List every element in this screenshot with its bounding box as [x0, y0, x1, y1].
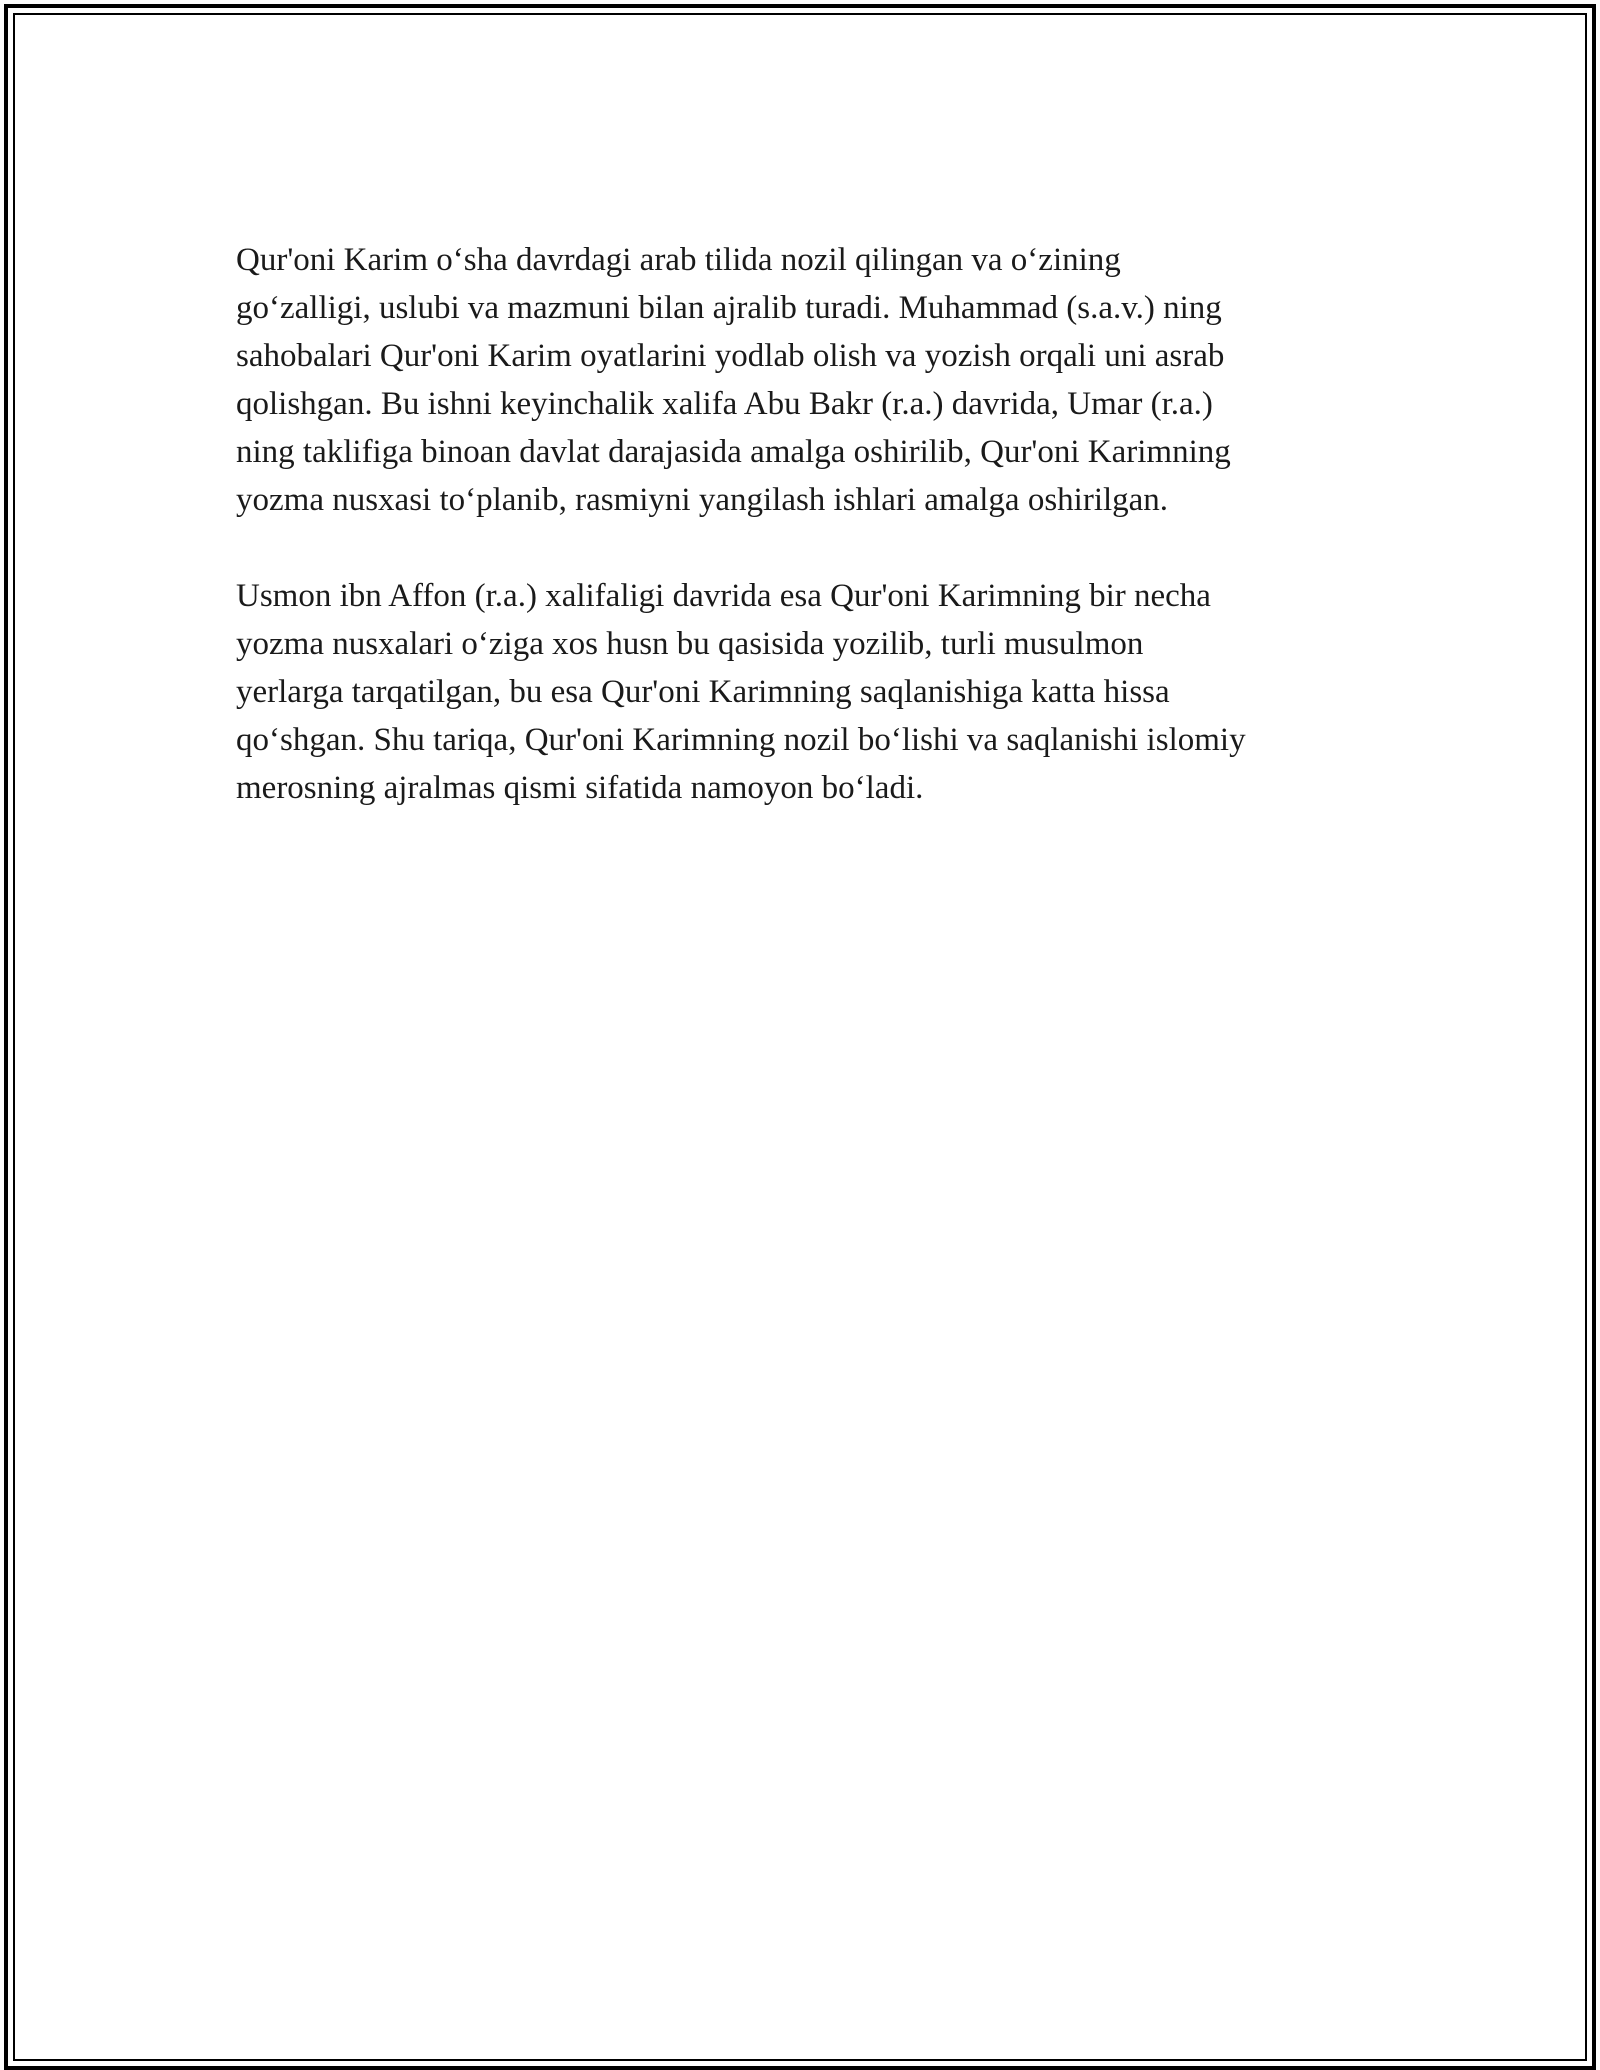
text-line: merosning ajralmas qismi sifatida namoyon bo‘ladi. [236, 770, 924, 806]
text-line: yozma nusxalari o‘ziga xos husn bu qasisida yozilib, turli musulmon [236, 626, 1144, 662]
text-line: Usmon ibn Affon (r.a.) xalifaligi davrida esa Qur'oni Karimning bir necha [236, 578, 1211, 614]
paragraph-1 [236, 236, 1386, 524]
text-line: qo‘shgan. Shu tariqa, Qur'oni Karimning nozil bo‘lishi va saqlanishi islomiy [236, 722, 1246, 758]
text-line: yozma nusxasi to‘planib, rasmiyni yangilash ishlari amalga oshirilgan. [236, 482, 1169, 518]
paragraph-2 [236, 572, 1386, 812]
text-line: yerlarga tarqatilgan, bu esa Qur'oni Karimning saqlanishiga katta hissa [236, 674, 1170, 710]
text-line: go‘zalligi, uslubi va mazmuni bilan ajralib turadi. Muhammad (s.a.v.) ning [236, 290, 1222, 326]
document-body [236, 236, 1386, 860]
text-line: ning taklifiga binoan davlat darajasida amalga oshirilib, Qur'oni Karimning [236, 434, 1231, 470]
text-line: sahobalari Qur'oni Karim oyatlarini yodlab olish va yozish orqali uni asrab [236, 338, 1225, 374]
text-line: Qur'oni Karim o‘sha davrdagi arab tilida nozil qilingan va o‘zining [236, 242, 1121, 278]
text-line: qolishgan. Bu ishni keyinchalik xalifa Abu Bakr (r.a.) davrida, Umar (r.a.) [236, 386, 1213, 422]
